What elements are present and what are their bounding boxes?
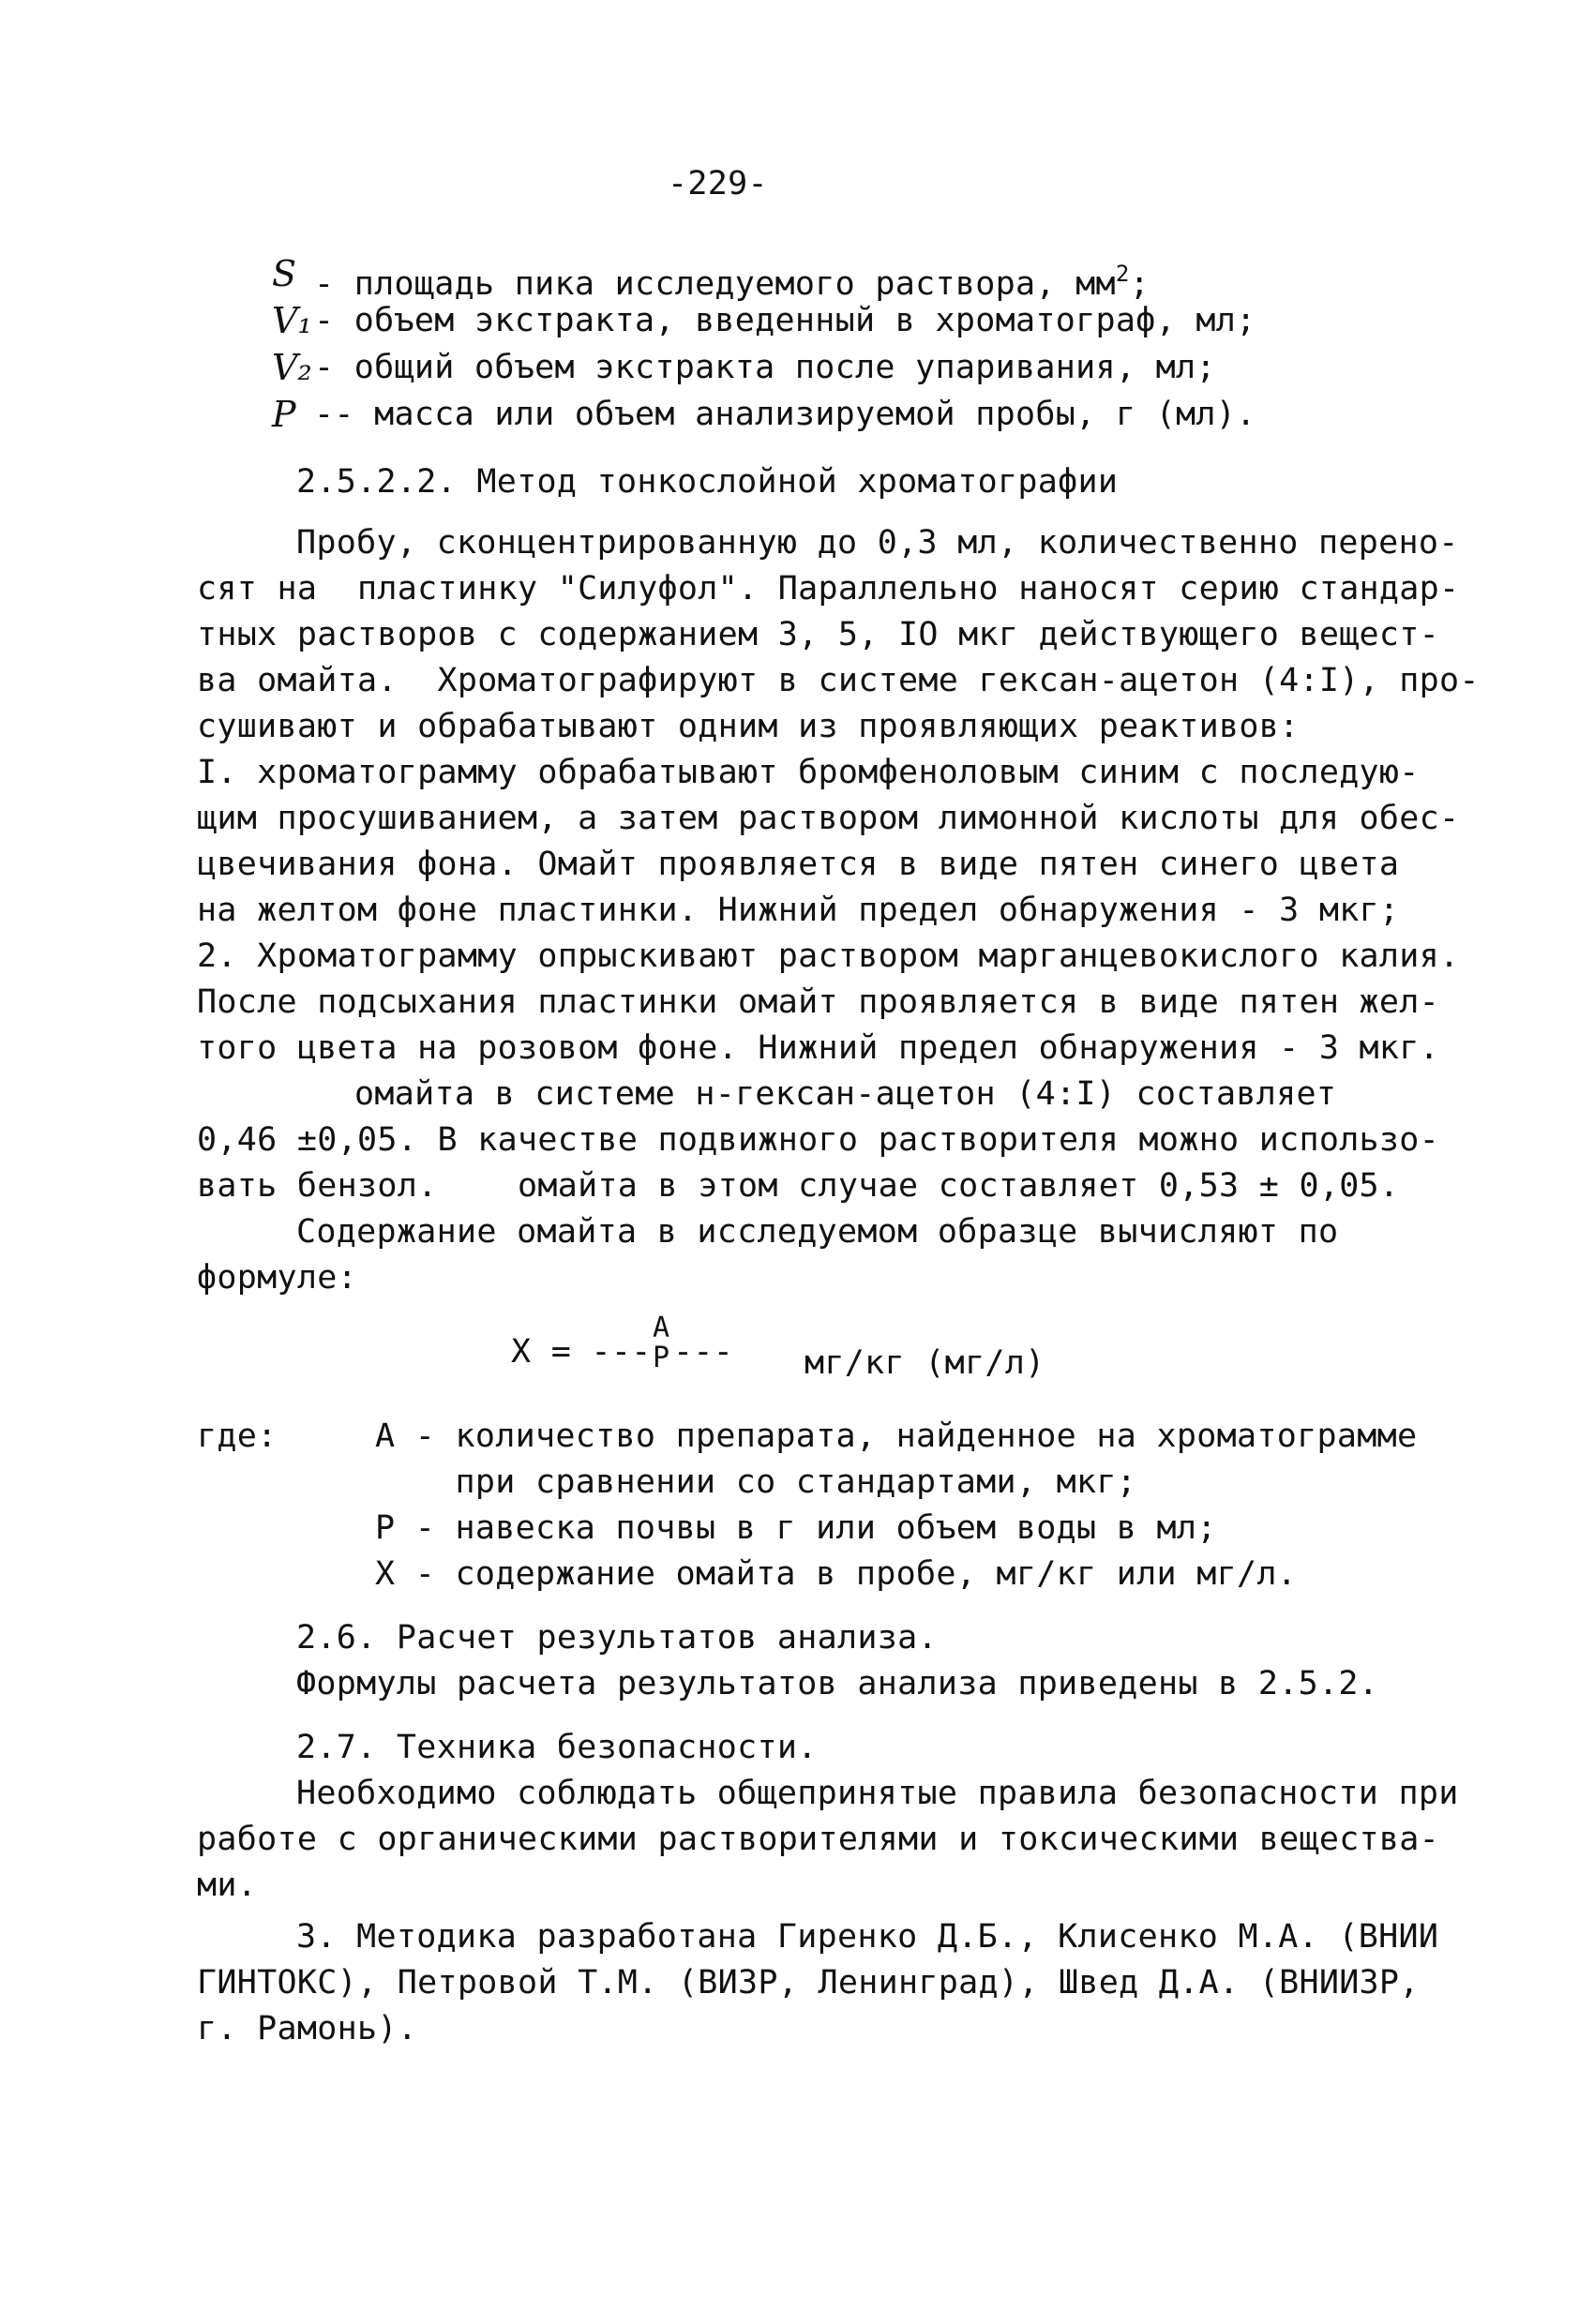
rf-line: омайта в системе н-гексан-ацетон (4:I) составляет (354, 1075, 1337, 1113)
var-symbol-v1: V₁ (272, 300, 312, 341)
para1-line: 2. Хроматограмму опрыскивают раствором марганцевокислого калия. (197, 937, 1460, 975)
authors-line: ГИНТОКС), Петровой Т.М. (ВИЗР, Ленинград), Швед Д.А. (ВНИИЗР, (197, 1964, 1420, 2002)
para1-line: После подсыхания пластинки омайт проявляется в виде пятен жел- (197, 983, 1440, 1021)
formula-lhs: X = --- (511, 1333, 652, 1371)
formula-denominator: P (652, 1342, 670, 1374)
para1-line: того цвета на розовом фоне. Нижний предел обнаружения - 3 мкг. (197, 1029, 1440, 1067)
safety-line: работе с органическими растворителями и токсическими вещества- (197, 1821, 1440, 1858)
section-heading-26: 2.6. Расчет результатов анализа. (296, 1619, 938, 1657)
where-item: Р - навеска почвы в г или объем воды в мл; (375, 1509, 1217, 1547)
rf-line: вать бензол. омайта в этом случае составляет 0,53 ± 0,05. (197, 1167, 1400, 1205)
para1-line: на желтом фоне пластинки. Нижний предел обнаружения - 3 мкг; (197, 892, 1400, 929)
authors-line: г. Рамонь). (197, 2010, 418, 2047)
formula-dash-tail: --- (673, 1333, 734, 1371)
where-item: Х - содержание омайта в пробе, мг/кг или мг/л. (375, 1555, 1298, 1593)
para1-line: щим просушиванием, а затем раствором лимонной кислоты для обес- (197, 800, 1460, 837)
where-label: где: (197, 1417, 278, 1455)
formula-units: мг/кг (мг/л) (805, 1344, 1045, 1382)
formula-numerator: A (652, 1312, 670, 1344)
var-symbol-s: S (272, 253, 297, 294)
para1-line: тных растворов с содержанием 3, 5, IO мкг действующего вещест- (197, 616, 1440, 653)
var-symbol-v2: V₂ (272, 347, 312, 388)
var-line-p: -- масса или объем анализируемой пробы, г (мл). (314, 396, 1256, 433)
calc-intro-line: Содержание омайта в исследуемом образце вычисляют по (296, 1213, 1339, 1251)
authors-line: 3. Методика разработана Гиренко Д.Б., Клисенко М.А. (ВНИИ (296, 1918, 1439, 1956)
calc-intro-line: формуле: (197, 1259, 357, 1297)
section-heading-27: 2.7. Техника безопасности. (296, 1729, 818, 1766)
section-26-text: Формулы расчета результатов анализа приведены в 2.5.2. (296, 1665, 1379, 1702)
safety-line: Необходимо соблюдать общепринятые правила безопасности при (296, 1775, 1459, 1812)
para1-line: Пробу, сконцентрированную до 0,3 мл, количественно перено- (296, 524, 1459, 562)
safety-line: ми. (197, 1867, 258, 1904)
var-line-v2: - общий объем экстракта после упаривания, мл; (314, 349, 1216, 386)
para1-line: сят на пластинку "Силуфол". Параллельно наносят серию стандар- (197, 570, 1460, 607)
rf-line: 0,46 ±0,05. В качестве подвижного растворителя можно использо- (197, 1121, 1440, 1159)
page-number: -229- (668, 165, 768, 202)
var-symbol-p: P (272, 394, 296, 435)
para1-line: ва омайта. Хроматографируют в системе гексан-ацетон (4:I), про- (197, 662, 1480, 699)
para1-line: сушивают и обрабатывают одним из проявляющих реактивов: (197, 708, 1300, 745)
para1-line: цвечивания фона. Омайт проявляется в виде пятен синего цвета (197, 846, 1400, 883)
var-line-v1: - объем экстракта, введенный в хроматограф, мл; (314, 302, 1256, 339)
section-heading-2522: 2.5.2.2. Метод тонкослойной хроматографии (296, 463, 1119, 501)
para1-line: I. хроматограмму обрабатывают бромфеноловым синим с последую- (197, 754, 1420, 791)
var-line-s: - площадь пика исследуемого раствора, $мм^2$; (314, 261, 1150, 303)
where-item: при сравнении со стандартами, мкг; (375, 1463, 1137, 1501)
where-item: А - количество препарата, найденное на хроматограмме (375, 1417, 1418, 1455)
